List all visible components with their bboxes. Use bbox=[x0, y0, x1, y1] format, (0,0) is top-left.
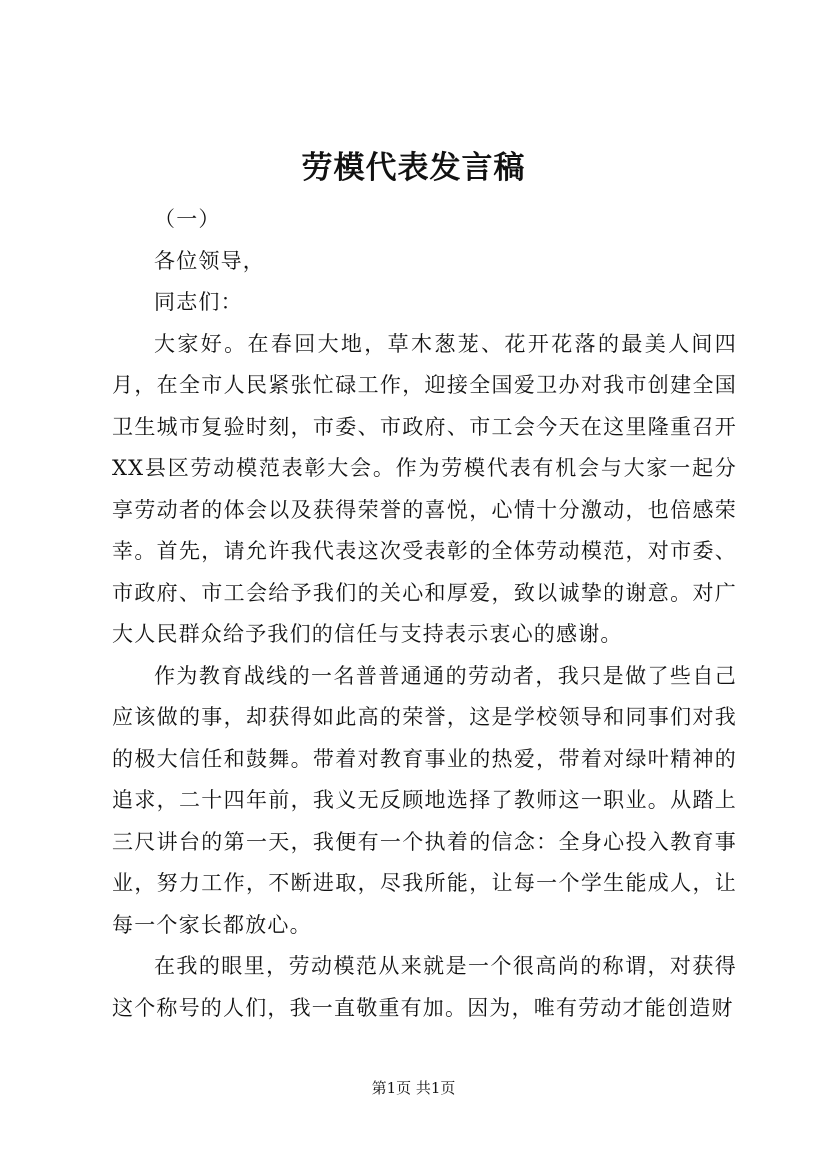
paragraph-body: 在我的眼里，劳动模范从来就是一个很高尚的称谓，对获得这个称号的人们，我一直敬重有加。因为，唯有劳动才能创造财 bbox=[112, 954, 737, 1020]
page-number-footer: 第1页 共1页 bbox=[371, 1079, 456, 1097]
paragraph-body: 作为教育战线的一名普普通通的劳动者，我只是做了些自己应该做的事，却获得如此高的荣誉，这是学校领导和同事们对我的极大信任和鼓舞。带着对教育事业的热爱，带着对绿叶精神的追求，二十四年前，我义无反顾地选择了教师这一职业。从踏上三尺讲台的第一天，我便有一个执着的信念：全身心投入教育事业，努力工作，不断进取，尽我所能，让每一个学生能成人，让每一个家长都放心。 bbox=[112, 663, 737, 937]
document-body bbox=[112, 199, 737, 1029]
paragraph-body: 大家好。在春回大地，草木葱茏、花开花落的最美人间四月，在全市人民紧张忙碌工作，迎接全国爱卫办对我市创建全国卫生城市复验时刻，市委、市政府、市工会今天在这里隆重召开XX县区劳动模范表彰大会。作为劳模代表有机会与大家一起分享劳动者的体会以及获得荣誉的喜悦，心情十分激动，也倍感荣幸。首先，请允许我代表这次受表彰的全体劳动模范，对市委、市政府、市工会给予我们的关心和厚爱，致以诚挚的谢意。对广大人民群众给予我们的信任与支持表示衷心的感谢。 bbox=[112, 331, 737, 646]
paragraph-section-number: （一） bbox=[154, 207, 221, 231]
document-title: 劳模代表发言稿 bbox=[301, 150, 526, 186]
paragraph-salutation-comrades: 同志们： bbox=[154, 290, 243, 314]
paragraph-salutation-leaders: 各位领导， bbox=[154, 248, 265, 273]
